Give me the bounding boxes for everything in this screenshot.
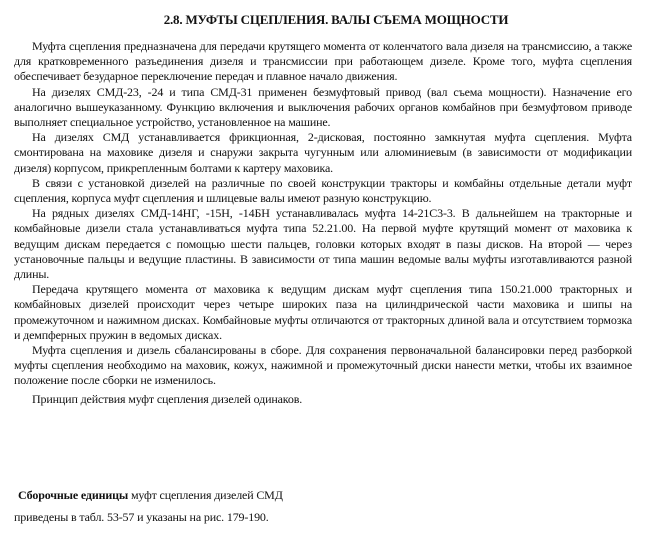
footer-line-1 (14, 484, 283, 506)
footer-line-1-text: муфт сцепления дизелей СМД (128, 488, 283, 502)
paragraph-design-variants: В связи с установкой дизелей на различные по своей конструкции тракторы и комбайны отдельные детали муфт сцепления, корпуса муфт сцепления и шлицевые валы имеют разную конструкцию. (14, 175, 632, 206)
assembly-units-note (14, 484, 283, 528)
paragraph-inline-diesels: На рядных дизелях СМД-14НГ, -15Н, -14БН устанавливалась муфта 14-21С3-3. В дальнейшем на тракторные и комбайновые дизели стала устанавливаться муфта типа 52.21.00. На первой муфте крутящий момент от маховика к ведущим дискам передается с помощью шести пальцев, головки которых входят в пазы дисков. На второй — через установочные пальцы и ведущие пластины. В зависимости от типа машин ведомые валы муфты изготавливаются разной длины. (14, 206, 632, 282)
section-title: 2.8. МУФТЫ СЦЕПЛЕНИЯ. ВАЛЫ СЪЕМА МОЩНОСТИ (163, 12, 509, 27)
paragraph-clutchless-drive: На дизелях СМД-23, -24 и типа СМД-31 применен безмуфтовый привод (вал съема мощности). Назначение его аналогично вышеуказанному. Функцию включения и выключения рабочих органов комбайнов при безмуфтовом приводе выполняет специальное устройство, установленное на машине. (14, 84, 632, 130)
paragraph-principle: Принцип действия муфт сцепления дизелей одинаков. (32, 391, 303, 406)
footer-bold-label: Сборочные единицы (18, 488, 129, 502)
paragraph-torque-transfer: Передача крутящего момента от маховика к ведущим дискам муфт сцепления типа 150.21.000 тракторных и комбайновых дизелей происходит через четыре широких паза на цилиндрической части маховика и шипы на промежуточном и нажимном дисках. Комбайновые муфты отличаются от тракторных длиной вала и отсутствием тормозка и демпферных пружин в ведомых дисках. (14, 282, 632, 342)
footer-line-2: приведены в табл. 53-57 и указаны на рис. 179-190. (14, 510, 269, 524)
paragraph-balancing: Муфта сцепления и дизель сбалансированы в сборе. Для сохранения первоначальной балансировки перед разборкой муфты сцепления необходимо на маховик, кожух, нажимной и промежуточный диски нанести метки, чтобы их взаимное положение после сборки не изменилось. (14, 343, 632, 388)
body-text (14, 39, 632, 407)
paragraph-friction-clutch: На дизелях СМД устанавливается фрикционная, 2-дисковая, постоянно замкнутая муфта сцепления. Муфта смонтирована на маховике дизеля и снаружи закрыта чугунным или алюминиевым (в зависимости от модификации дизеля) корпусом, прикрепленным болтами к картеру маховика. (14, 130, 632, 175)
paragraph-clutch-purpose: Муфта сцепления предназначена для передачи крутящего момента от коленчатого вала дизеля на трансмиссию, а также для кратковременного разъединения дизеля и трансмиссии при работающем дизеле. Кроме того, муфта сцепления обеспечивает безударное переключение передач и плавное начало движения. (14, 39, 632, 84)
